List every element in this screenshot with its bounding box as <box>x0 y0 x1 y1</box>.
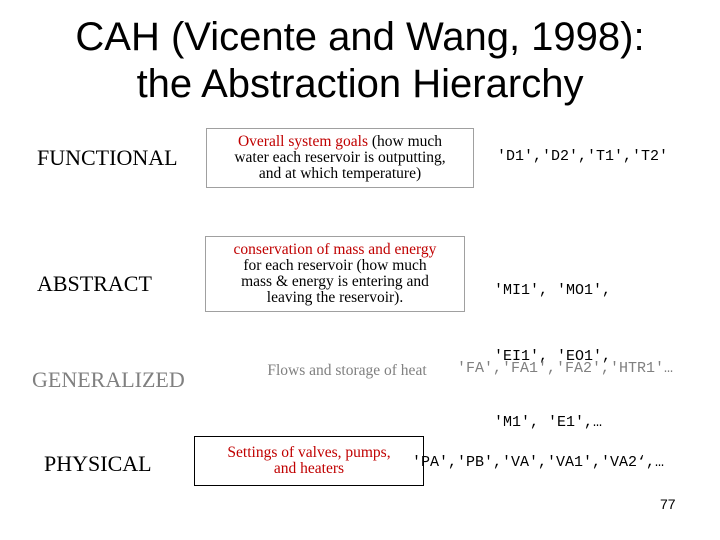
title-line-2: the Abstraction Hierarchy <box>136 62 584 106</box>
level-label-functional: FUNCTIONAL <box>37 145 178 170</box>
level-label-abstract: ABSTRACT <box>37 271 152 296</box>
abstract-desc-part-1: for each reservoir (how much <box>243 257 427 274</box>
abstract-codes-line-2: 'EI1', 'EO1', <box>494 348 612 365</box>
physical-description <box>227 445 390 477</box>
abstract-codes-line-3: 'M1', 'E1',… <box>494 414 603 431</box>
slide-title <box>0 14 720 108</box>
physical-description-box <box>194 436 424 486</box>
abstract-description-box <box>205 236 465 312</box>
physical-codes: 'PA','PB','VA','VA1','VA2‘,… <box>412 454 665 471</box>
physical-settings-text: Settings of valves, pumps, <box>227 444 391 461</box>
level-label-physical: PHYSICAL <box>44 451 152 476</box>
functional-desc-part-2: water each reservoir is outputting, <box>234 149 446 166</box>
abstract-description <box>234 242 437 306</box>
title-line-1: CAH (Vicente and Wang, 1998): <box>75 15 645 59</box>
generalized-description: Flows and storage of heat <box>267 362 427 379</box>
page-number: 77 <box>660 496 676 512</box>
abstract-codes <box>494 236 611 456</box>
level-label-generalized: GENERALIZED <box>32 367 185 392</box>
functional-description <box>234 134 445 182</box>
abstract-desc-part-3: leaving the reservoir). <box>266 289 404 306</box>
abstract-desc-part-2: mass & energy is entering and <box>241 273 429 290</box>
functional-codes: 'D1','D2','T1','T2' <box>497 148 669 165</box>
generalized-codes: 'FA','FA1','FA2','HTR1'… <box>457 360 674 377</box>
functional-desc-part-1: (how much <box>367 133 443 150</box>
functional-desc-part-3: and at which temperature) <box>258 165 422 182</box>
abstract-codes-line-1: 'MI1', 'MO1', <box>494 282 612 299</box>
generalized-description-box <box>243 353 451 389</box>
abstract-conservation-text: conservation of mass and energy <box>233 241 437 258</box>
functional-goal-text: Overall system goals <box>237 133 368 150</box>
functional-description-box <box>206 128 474 188</box>
physical-desc-part-2: and heaters <box>273 460 345 477</box>
